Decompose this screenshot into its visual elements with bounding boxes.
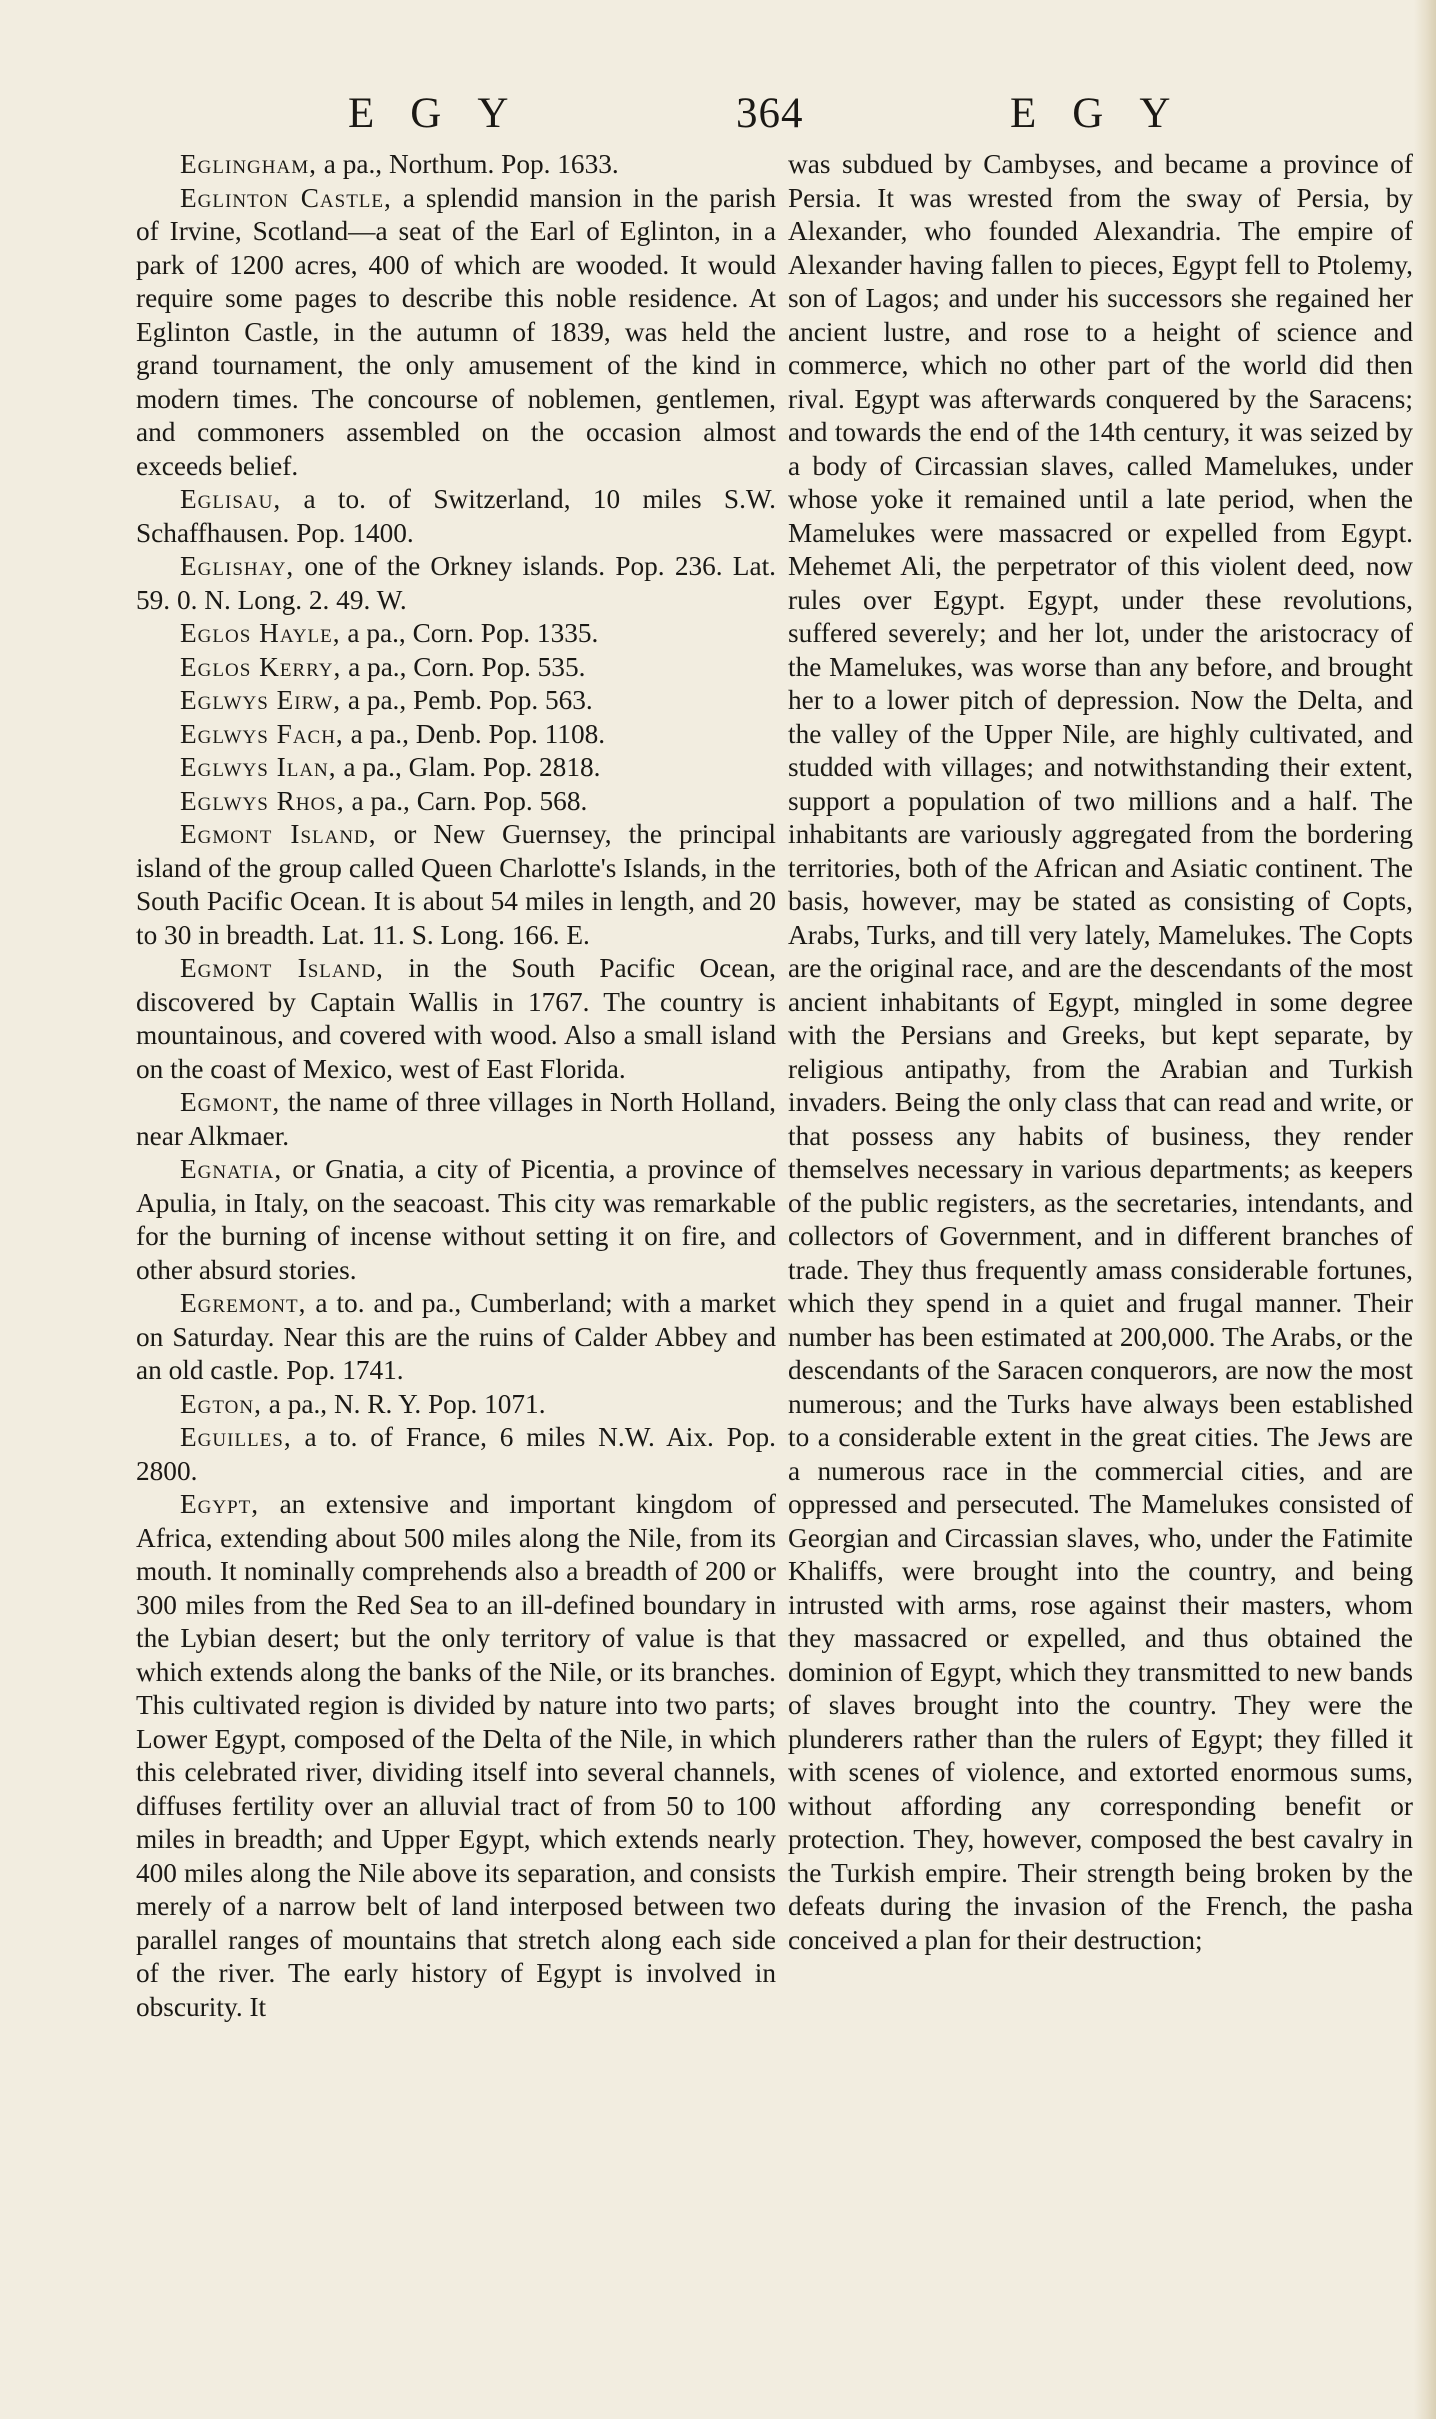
- entry-egremont: [136, 1287, 776, 1388]
- left-column: [136, 148, 776, 2024]
- entry-headword: Eglos Kerry,: [180, 651, 342, 682]
- entry-text: a pa., Denb. Pop. 1108.: [343, 718, 606, 749]
- egypt-continuation: was subdued by Cambyses, and became a province of Persia. It was wrested from the sway of Persia, by Alexander, who founded Alexandria. The empire of Alexander having fallen to pieces, Egypt fell to Ptolemy, son of Lagos; and under his successors she regained her ancient lustre, and rose to a height of science and commerce, which no other part of the world did then rival. Egypt was afterwards conquered by the Saracens; and towards the end of the 14th century, it was seized by a body of Circassian slaves, called Mamelukes, under whose yoke it remained until a late period, when the Mamelukes were massacred or expelled from Egypt. Mehemet Ali, the perpetrator of this violent deed, now rules over Egypt. Egypt, under these revolutions, suffered severely; and her lot, under the aristocracy of the Mamelukes, was worse than any before, and brought her to a lower pitch of depression. Now the Delta, and the valley of the Upper Nile, are highly cultivated, and studded with villages; and notwithstanding their extent, support a population of two millions and a half. The inhabitants are variously aggregated from the bordering territories, both of the African and Asiatic continent. The basis, however, may be stated as consisting of Copts, Arabs, Turks, and till very lately, Mamelukes. The Copts are the original race, and are the descendants of the most ancient inhabitants of Egypt, mingled in some degree with the Persians and Greeks, but kept separate, by religious antipathy, from the Arabian and Turkish invaders. Being the only class that can read and write, or that possess any habits of business, they render themselves necessary in various departments; as keepers of the public registers, as the secretaries, intendants, and collectors of Government, and in different branches of trade. They thus frequently amass considerable fortunes, which they spend in a quiet and frugal manner. Their number has been estimated at 200,000. The Arabs, or the descendants of the Saracen conquerors, are now the most numerous; and the Turks have always been established to a considerable extent in the great cities. The Jews are a numerous race in the commercial cities, and are oppressed and persecuted. The Mamelukes consisted of Georgian and Circassian slaves, who, under the Fatimite Khaliffs, were brought into the country, and being intrusted with arms, rose against their masters, whom they massacred or expelled, and thus obtained the dominion of Egypt, which they transmitted to new bands of slaves brought into the country. They were the plunderers rather than the rulers of Egypt; they filled it with scenes of violence, and extorted enormous sums, without affording any corresponding benefit or protection. They, however, composed the best cavalry in the Turkish empire. Their strength being broken by the defeats during the invasion of the French, the pasha conceived a plan for their destruction;: [788, 149, 1413, 1955]
- entry-text: a to. and pa., Cumberland; with a market on Saturday. Near this are the ruins of Calder Abbey and an old castle. Pop. 1741.: [136, 1288, 776, 1385]
- entry-text: a to. of Switzerland, 10 miles S.W. Schaffhausen. Pop. 1400.: [136, 484, 776, 548]
- entry-headword: Eglishay,: [180, 551, 295, 581]
- entry-headword: Eglos Hayle,: [180, 618, 341, 648]
- entry-eglos-kerry: [136, 651, 776, 685]
- entry-text: a pa., Pemb. Pop. 563.: [341, 685, 593, 715]
- entry-text: a pa., N. R. Y. Pop. 1071.: [261, 1388, 546, 1419]
- entry-eglwys-rhos: [136, 785, 776, 819]
- entry-headword: Eglisau,: [180, 484, 282, 514]
- entry-eglishay: [136, 550, 776, 617]
- entry-egmont-island-2: [136, 952, 776, 1086]
- page-edge: [1414, 0, 1436, 2419]
- entry-eglos-hayle: [136, 617, 776, 651]
- entry-eglisau: [136, 483, 776, 550]
- entry-egnatia: [136, 1153, 776, 1287]
- entry-text: the name of three villages in North Holland, near Alkmaer.: [136, 1087, 776, 1151]
- running-header: [150, 84, 1290, 144]
- entry-text: in the South Pacific Ocean, discovered by Captain Wallis in 1767. The country is mountainous, and covered with wood. Also a small island on the coast of Mexico, west of East Florida.: [136, 953, 776, 1084]
- entry-egmont: [136, 1086, 776, 1153]
- header-right: EGY: [1010, 90, 1207, 137]
- entry-headword: Egremont,: [180, 1288, 307, 1318]
- entry-text: one of the Orkney islands. Pop. 236. Lat. 59. 0. N. Long. 2. 49. W.: [136, 551, 776, 615]
- entry-headword: Eglingham,: [180, 149, 317, 179]
- entry-headword: Eguilles,: [180, 1422, 292, 1452]
- entry-text: a pa., Corn. Pop. 1335.: [340, 618, 599, 648]
- entry-headword: Egnatia,: [180, 1154, 283, 1184]
- entry-egton: [136, 1388, 776, 1422]
- header-left: EGY: [348, 90, 545, 137]
- entry-headword: Egypt,: [180, 1489, 260, 1519]
- entry-eguilles: [136, 1421, 776, 1488]
- entry-eglwys-fach: [136, 718, 776, 752]
- entry-text: or New Guernsey, the principal island of the group called Queen Charlotte's Islands, in the South Pacific Ocean. It is about 54 miles in length, and 20 to 30 in breadth. Lat. 11. S. Long. 166. E.: [136, 819, 776, 950]
- page-number: 364: [736, 90, 804, 137]
- entry-text: a to. of France, 6 miles N.W. Aix. Pop. 2800.: [136, 1422, 776, 1486]
- entry-eglingham: [136, 148, 776, 182]
- entry-text: or Gnatia, a city of Picentia, a province of Apulia, in Italy, on the seacoast. This city was remarkable for the burning of incense without setting it on fire, and other absurd stories.: [136, 1154, 776, 1285]
- entry-text: a splendid mansion in the parish of Irvine, Scotland—a seat of the Earl of Eglinton, in a park of 1200 acres, 400 of which are wooded. It would require some pages to describe this noble residence. At Eglinton Castle, in the autumn of 1839, was held the grand tournament, the only amusement of the kind in modern times. The concourse of noblemen, gentlemen, and commoners assembled on the occasion almost exceeds belief.: [136, 182, 777, 481]
- entry-text: a pa., Corn. Pop. 535.: [341, 651, 586, 682]
- entry-headword: Eglinton Castle,: [180, 182, 392, 213]
- entry-headword: Eglwys Ilan,: [180, 752, 337, 782]
- entry-egypt: [136, 1488, 776, 2024]
- entry-headword: Egmont Island,: [180, 953, 384, 983]
- entry-eglwys-ilan: [136, 751, 776, 785]
- entry-text: an extensive and important kingdom of Africa, extending about 500 miles along the Nile, from its mouth. It nominally comprehends also a breadth of 200 or 300 miles from the Red Sea to an ill-defined boundary in the Lybian desert; but the only territory of value is that which extends along the banks of the Nile, or its branches. This cultivated region is divided by nature into two parts; Lower Egypt, composed of the Delta of the Nile, in which this celebrated river, dividing itself into several channels, diffuses fertility over an alluvial tract of from 50 to 100 miles in breadth; and Upper Egypt, which extends nearly 400 miles along the Nile above its separation, and consists merely of a narrow belt of land interposed between two parallel ranges of mountains that stretch along each side of the river. The early history of Egypt is involved in obscurity. It: [136, 1489, 776, 2022]
- entry-headword: Eglwys Eirw,: [180, 685, 342, 715]
- entry-headword: Egmont,: [180, 1087, 281, 1117]
- entry-headword: Egmont Island,: [180, 819, 377, 849]
- entry-egmont-island-1: [136, 818, 776, 952]
- entry-headword: Egton,: [180, 1388, 262, 1419]
- right-column: [788, 148, 1413, 1957]
- entry-eglwys-eirw: [136, 684, 776, 718]
- entry-text: a pa., Glam. Pop. 2818.: [336, 752, 601, 782]
- entry-headword: Eglwys Rhos,: [180, 785, 345, 816]
- entry-text: a pa., Carn. Pop. 568.: [344, 785, 588, 816]
- entry-eglinton-castle: [136, 182, 776, 484]
- entry-text: a pa., Northum. Pop. 1633.: [316, 149, 619, 179]
- entry-headword: Eglwys Fach,: [180, 718, 344, 749]
